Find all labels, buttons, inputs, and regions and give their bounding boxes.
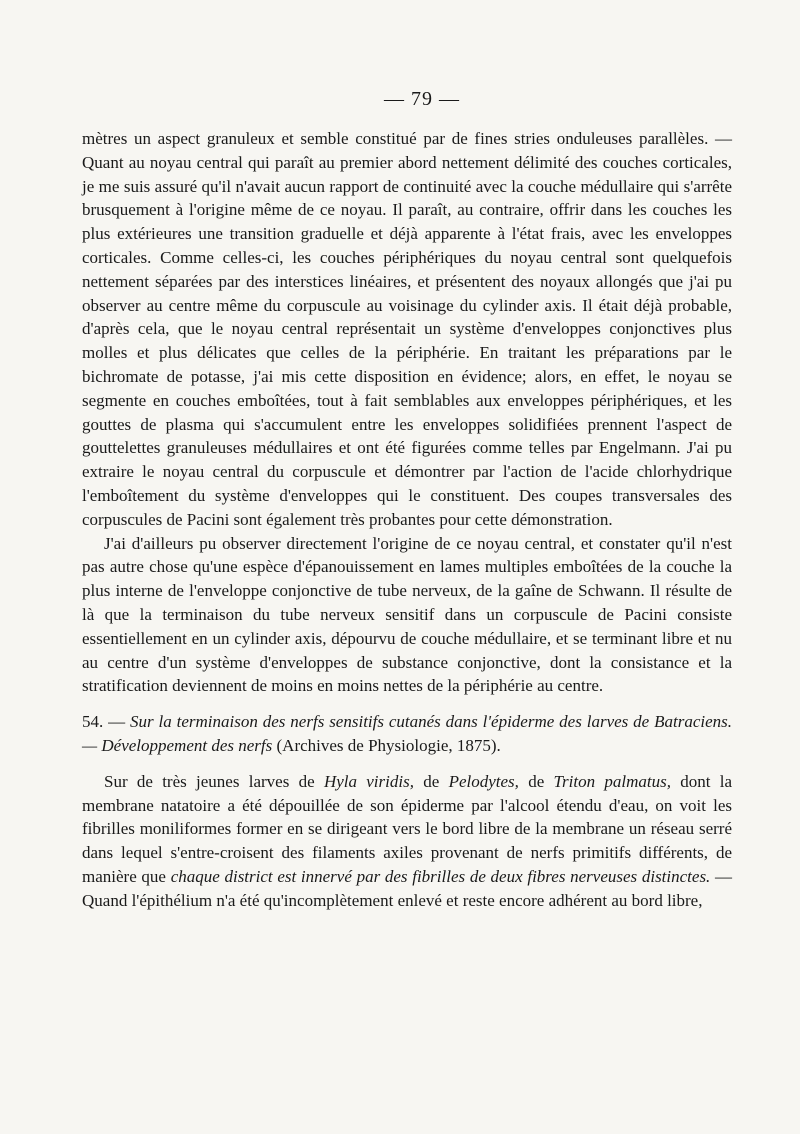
p3-text-1: Sur de très jeunes larves de [104,771,324,791]
p3-text-5: — Quand l'épithélium n'a été qu'incomplètement enlevé et reste encore adhérent au bord libre, [82,866,733,910]
section-number: 54. — [82,712,131,732]
p3-species-1: Hyla viridis, [323,771,414,791]
p3-emphasis: chaque district est innervé par des fibrilles de deux fibres nerveuses distinctes. [170,866,711,886]
paragraph-3 [82,770,732,913]
paragraph-2: J'ai d'ailleurs pu observer directement l'origine de ce noyau central, et constater qu'il n'est pas autre chose qu'une espèce d'épanouissement en lames multiples emboîtées de la couche la plus interne de l'enveloppe conjonctive de tube nerveux, de la gaîne de Schwann. Il résulte de là que la terminaison du tube nerveux sensitif dans un corpuscule de Pacini consiste essentiellement en un cylinder axis, dépourvu de couche médullaire, et se terminant libre et nu au centre d'un système d'enveloppes de substance conjonctive, dont la consistance et la stratification deviennent de moins en moins nettes de la périphérie au centre. [82,533,732,696]
p3-text-4: dont la membrane natatoire a été dépouillée de son épiderme par l'alcool étendu d'eau, on voit les fibrilles moniliformes former en se dirigeant vers le bord libre de la membrane un réseau serré dans lequel s'entre-croisent des filaments axiles provenant de nerfs primitifs différents, de manière que [82,771,733,886]
body-text [82,127,732,913]
section-title: Sur la terminaison des nerfs sensitifs cutanés dans l'épiderme des larves de Batraciens. — Développement des nerfs [82,712,732,755]
paragraph-1: mètres un aspect granuleux et semble constitué par de fines stries onduleuses parallèles. — Quant au noyau central qui paraît au premier abord nettement délimité des couches corticales, je me suis assuré qu'il n'avait aucun rapport de continuité avec la couche médullaire qui s'arrête brusquement à l'origine même de ce noyau. Il paraît, au contraire, offrir dans les couches les plus extérieures une transition graduelle et déjà apparente à l'état frais, avec les enveloppes corticales. Comme celles-ci, les couches périphériques du noyau central sont quelquefois nettement séparées par des interstices linéaires, et présentent des noyaux allongés que j'ai pu observer au centre même du corpuscule au voisinage du cylinder axis. Il était déjà probable, d'après cela, que le noyau central représentait un système d'enveloppes conjonctives plus molles et plus délicates que celles de la périphérie. En traitant les préparations par le bichromate de potasse, j'ai mis cette disposition en évidence; alors, en effet, le noyau se segmente en couches emboîtées, tout à fait semblables aux enveloppes périphériques, et les gouttes de plasma qui s'accumulent entre les enveloppes solidifiées prennent l'aspect de gouttelettes granuleuses médullaires et ont été figurées comme telles par Engelmann. J'ai pu extraire le noyau central du corpuscule et démontrer par l'action de l'acide chlorhydrique l'emboîtement du système d'enveloppes qui le constituent. Des coupes transversales des corpuscules de Pacini sont également très probantes pour cette démonstration. [82,129,732,529]
section-heading [82,710,732,758]
section-source: (Archives de Physiologie, 1875). [272,735,501,755]
p3-species-3: Triton palmatus, [553,771,671,791]
p3-species-2: Pelodytes, [448,771,519,791]
page-number: — 79 — [384,88,460,110]
p3-text-2: de [413,771,449,791]
p3-text-3: de [518,771,554,791]
